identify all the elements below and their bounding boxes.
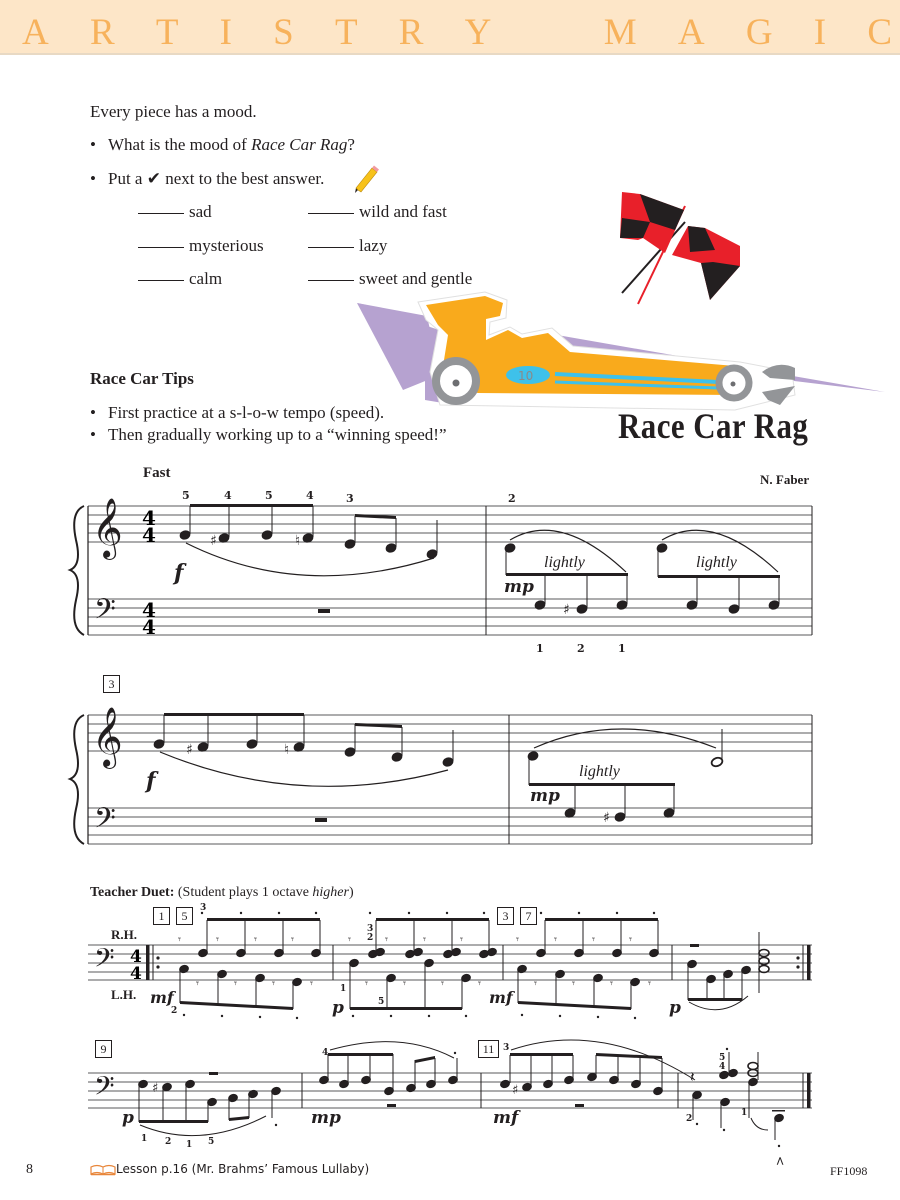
quarter-rest-icon: 𝄽 [690,1068,695,1086]
final-barline [807,1073,811,1108]
expression-marking: lightly [696,554,737,571]
fingering: 4 [322,1048,329,1058]
fingering: 1 [536,642,544,655]
tip-item: • First practice at a s-l-o-w tempo (speed). [108,403,384,423]
svg-text:♯: ♯ [512,1083,519,1098]
fingering: 4 [719,1062,726,1072]
svg-text:4: 4 [130,947,142,967]
svg-text:𝄾: 𝄾 [254,933,257,946]
fingering: 5 [182,489,190,502]
fingering: 5 [378,997,385,1007]
question-title: Race Car Rag [251,135,348,154]
piece-title: Race Car Rag [618,406,809,446]
title-letter: Y [464,12,492,53]
svg-text:𝄾: 𝄾 [365,977,368,990]
svg-text:𝄾: 𝄾 [291,933,294,946]
svg-text:𝄾: 𝄾 [441,977,444,990]
car-number: 10 [518,369,534,383]
answer-option[interactable]: lazy [308,236,387,256]
answer-option[interactable]: mysterious [138,236,264,256]
title-letter: A [22,12,49,53]
measure-number: 5 [176,907,193,925]
svg-text:𝄾: 𝄾 [234,977,237,990]
svg-text:𝄾: 𝄾 [516,933,519,946]
fingering: 3 [367,924,374,934]
book-icon [90,1164,116,1176]
dynamic-marking: p [669,998,681,1018]
fingering: 3 [503,1043,510,1053]
fingering: 5 [719,1053,726,1063]
page-number: 8 [26,1162,33,1177]
title-letter: A [677,12,705,53]
bass-clef-icon: 𝄢 [94,593,116,633]
treble-clef-icon: 𝄞 [92,498,123,558]
svg-text:♯: ♯ [152,1081,159,1096]
teacher-duet-label: Teacher Duet: (Student plays 1 octave higher) [90,885,354,900]
dynamic-marking: mp [311,1108,341,1128]
svg-text:𝄾: 𝄾 [534,977,537,990]
title-letter: I [219,12,232,53]
svg-text:𝄾: 𝄾 [403,977,406,990]
composer: N. Faber [760,472,810,487]
svg-text:𝄾: 𝄾 [348,933,351,946]
answer-option[interactable]: sad [138,202,212,222]
instruction-prefix: Put a [108,169,147,188]
title-letter: C [867,12,892,53]
fingering: 1 [741,1108,748,1118]
svg-text:♮: ♮ [284,742,290,758]
svg-text:𝄾: 𝄾 [178,933,181,946]
fingering: 1 [186,1140,193,1150]
title-letter: I [813,12,827,53]
fingering: 2 [577,642,585,655]
lesson-reference[interactable]: Lesson p.16 (Mr. Brahms’ Famous Lullaby) [116,1162,370,1176]
svg-text:♯: ♯ [603,810,610,826]
expression-marking: lightly [544,554,585,571]
bass-clef-icon: 𝄢 [94,1070,115,1108]
measure-number: 3 [103,675,120,693]
tip-item: • Then gradually working up to a “winning speed!” [108,425,447,445]
svg-text:𝄾: 𝄾 [629,933,632,946]
fingering: 1 [340,984,347,994]
bass-clef-icon: 𝄢 [94,802,116,842]
title-letter: S [273,12,294,53]
svg-text:𝄾: 𝄾 [478,977,481,990]
fingering: 2 [508,492,516,505]
fingering: 5 [208,1137,215,1147]
title-letter: R [89,12,115,53]
svg-text:4: 4 [130,964,142,984]
dynamic-marking: f [146,768,156,794]
question-prefix: What is the mood of [108,135,252,154]
svg-text:𝄾: 𝄾 [310,977,313,990]
svg-text:♯: ♯ [186,742,193,758]
expression-marking: lightly [579,763,620,780]
title-letter: R [398,12,424,53]
tips-heading: Race Car Tips [90,369,194,388]
answer-option[interactable]: wild and fast [308,202,447,222]
svg-text:♯: ♯ [210,533,217,549]
svg-text:𝄾: 𝄾 [610,977,613,990]
dynamic-marking: mp [530,786,560,806]
fingering: 1 [141,1134,148,1144]
measure-number: 9 [95,1040,112,1058]
dynamic-marking: mf [489,988,513,1007]
svg-text:𝄾: 𝄾 [460,933,463,946]
svg-text:♮: ♮ [295,533,301,549]
svg-text:4: 4 [142,523,156,547]
fingering: 5 [265,489,273,502]
fingering: 1 [618,642,626,655]
svg-text:𝄾: 𝄾 [423,933,426,946]
tempo-marking: Fast [143,465,171,481]
fingering: 3 [346,492,354,505]
fingering: 4 [224,489,232,502]
fingering: 2 [171,1006,178,1016]
svg-text:𝄾: 𝄾 [648,977,651,990]
svg-text:𝄾: 𝄾 [554,933,557,946]
svg-text:4: 4 [142,598,156,622]
measure-number: 1 [153,907,170,925]
treble-clef-icon: 𝄞 [92,707,123,767]
title-letter: M [603,12,637,53]
dynamic-marking: mp [504,577,534,597]
dynamic-marking: p [122,1108,134,1128]
checkmark-icon: ✔ [146,169,161,188]
svg-text:>: > [773,1155,787,1166]
fingering: 2 [686,1114,693,1124]
bass-clef-icon: 𝄢 [94,942,115,980]
dynamic-marking: f [174,560,184,586]
instruction-suffix: next to the best answer. [160,169,325,188]
svg-text:𝄾: 𝄾 [272,977,275,990]
left-hand-label: L.H. [111,987,137,1002]
svg-text:𝄾: 𝄾 [216,933,219,946]
fingering: 2 [165,1137,172,1147]
catalog-code: FF1098 [830,1164,868,1178]
question-suffix: ? [347,135,355,154]
dynamic-marking: mf [493,1108,519,1128]
right-hand-label: R.H. [111,927,137,942]
measure-number: 7 [520,907,537,925]
svg-text:4: 4 [142,506,156,530]
svg-text:𝄾: 𝄾 [592,933,595,946]
answer-option[interactable]: sweet and gentle [308,269,472,289]
measure-number: 11 [478,1040,499,1058]
fingering: 2 [367,933,374,943]
dynamic-marking: mf [150,988,174,1007]
title-letter: T [155,12,179,53]
svg-text:𝄾: 𝄾 [196,977,199,990]
fingering: 3 [200,903,207,913]
svg-text:4: 4 [142,615,156,639]
dynamic-marking: p [332,998,344,1018]
measure-number: 3 [497,907,514,925]
fingering: 4 [306,489,314,502]
answer-option[interactable]: calm [138,269,222,289]
intro-text: Every piece has a mood. [90,102,257,121]
title-letter: G [745,12,773,53]
svg-text:𝄾: 𝄾 [572,977,575,990]
title-letter: T [334,12,358,53]
svg-text:𝄾: 𝄾 [385,933,388,946]
svg-text:♯: ♯ [563,602,570,618]
